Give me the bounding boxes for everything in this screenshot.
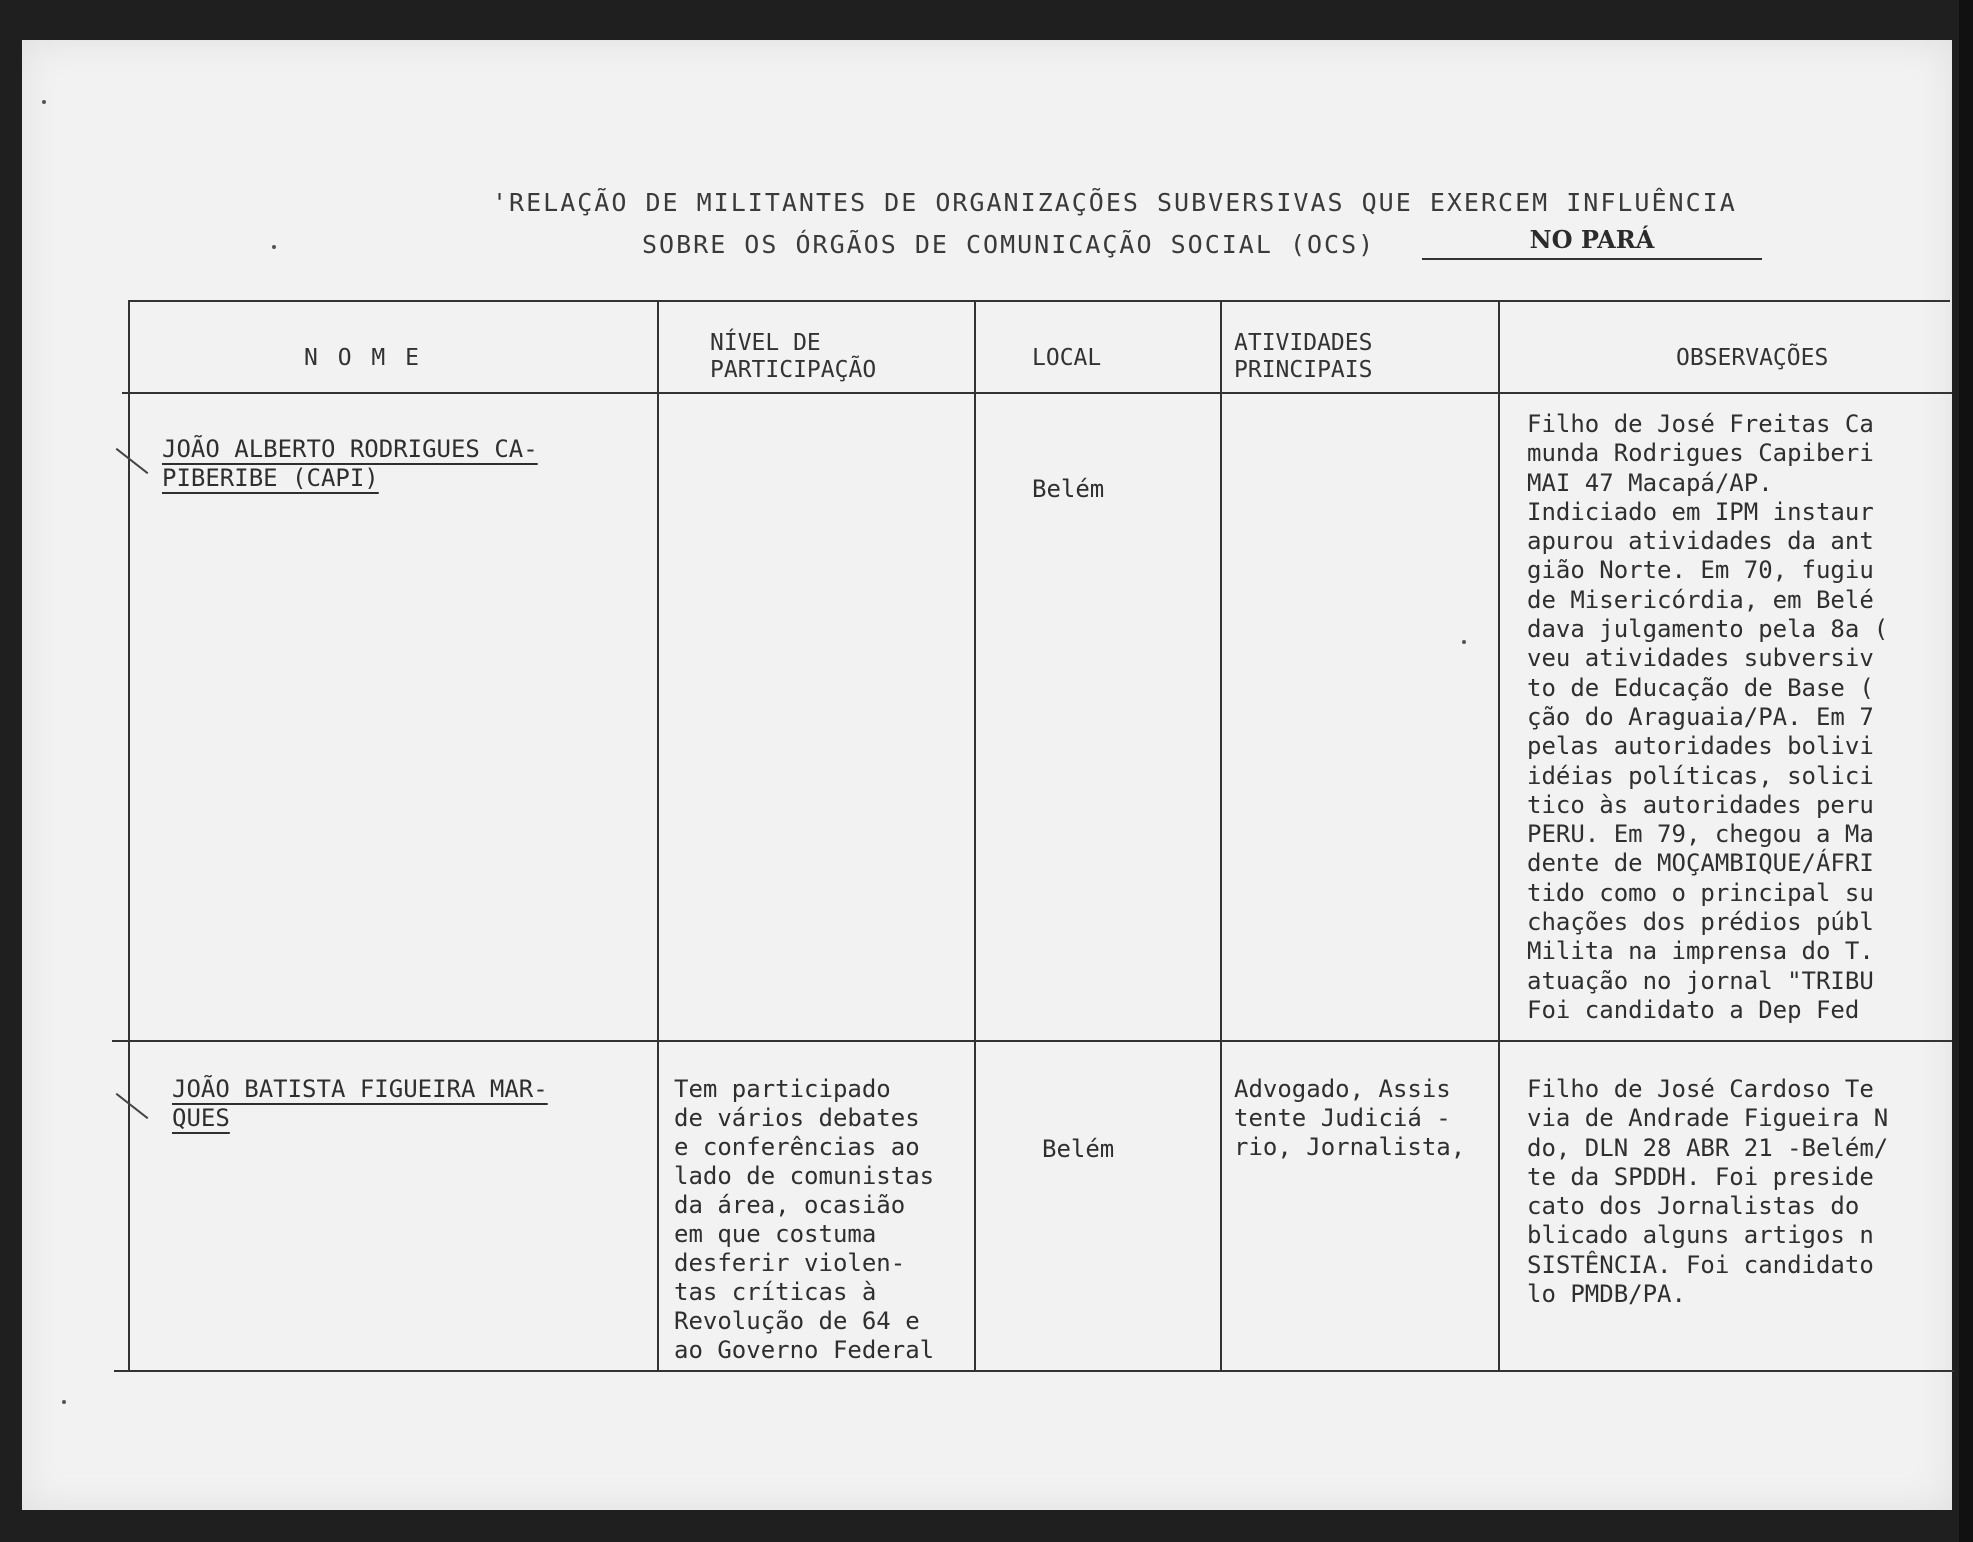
col-divider-3 — [1220, 300, 1222, 1370]
header-nome: N O M E — [304, 345, 422, 371]
table-top-border — [130, 300, 1950, 302]
col-divider-2 — [974, 300, 976, 1370]
col-divider-1 — [657, 300, 659, 1370]
speck — [42, 100, 46, 104]
header-nivel-participacao: NÍVEL DE PARTICIPAÇÃO — [710, 330, 877, 383]
row1-nome: JOÃO ALBERTO RODRIGUES CA- PIBERIBE (CAPI) — [162, 435, 538, 492]
margin-check-mark — [116, 448, 149, 474]
row2-observacoes: Filho de José Cardoso Te via de Andrade Figueira N do, DLN 28 ABR 21 -Belém/ te da SPDDH. Foi preside cato dos Jornalistas do blicado alguns artigos n SISTÊNCIA. Foi candidato lo PMDB/PA. — [1527, 1075, 1889, 1309]
header-observacoes: OBSERVAÇÕES — [1676, 345, 1829, 371]
document-title-line-2: SOBRE OS ÓRGÃOS DE COMUNICAÇÃO SOCIAL (OCS) — [642, 230, 1376, 259]
row2-atividades: Advogado, Assis tente Judiciá - rio, Jornalista, — [1234, 1075, 1466, 1161]
scan-edge-shadow — [1959, 0, 1973, 1542]
margin-check-mark — [116, 1093, 149, 1119]
header-bottom-border — [122, 392, 1952, 394]
row1-observacoes: Filho de José Freitas Ca munda Rodrigues Capiberi MAI 47 Macapá/AP. Indiciado em IPM instaur apurou atividades da ant gião Norte. Em 70, fugiu de Misericórdia, em Belé dava julgamento pela 8a ( veu atividades subversiv to de Educação de Base ( ção do Araguaia/PA. Em 7 pelas autoridades bolivi idéias políticas, solici tico às autoridades peru PERU. Em 79, chegou a Ma dente de MOÇAMBIQUE/ÁFRI tido como o principal su chações dos prédios públ Milita na imprensa do T. atuação no jornal "TRIBU Foi candidato a Dep Fed — [1527, 410, 1889, 1024]
speck — [272, 245, 276, 249]
row1-local: Belém — [1032, 475, 1105, 503]
header-atividades: ATIVIDADES PRINCIPAIS — [1234, 330, 1373, 383]
table-bottom-border — [114, 1370, 1954, 1372]
document-title-line-1: 'RELAÇÃO DE MILITANTES DE ORGANIZAÇÕES SUBVERSIVAS QUE EXERCEM INFLUÊNCIA — [492, 188, 1737, 217]
row-divider — [112, 1040, 1952, 1042]
speck — [1462, 640, 1466, 644]
col-divider-4 — [1498, 300, 1500, 1370]
row2-nome: JOÃO BATISTA FIGUEIRA MAR- QUES — [172, 1075, 548, 1132]
header-local: LOCAL — [1032, 345, 1102, 371]
row2-nivel: Tem participado de vários debates e conferências ao lado de comunistas da área, ocasião em que costuma desferir violen- tas críticas à Revolução de 64 e ao Governo Federal — [674, 1075, 935, 1364]
row2-local: Belém — [1042, 1135, 1115, 1163]
region-label: NO PARÁ — [1422, 225, 1762, 260]
document-sheet — [22, 40, 1952, 1510]
speck — [62, 1400, 66, 1404]
